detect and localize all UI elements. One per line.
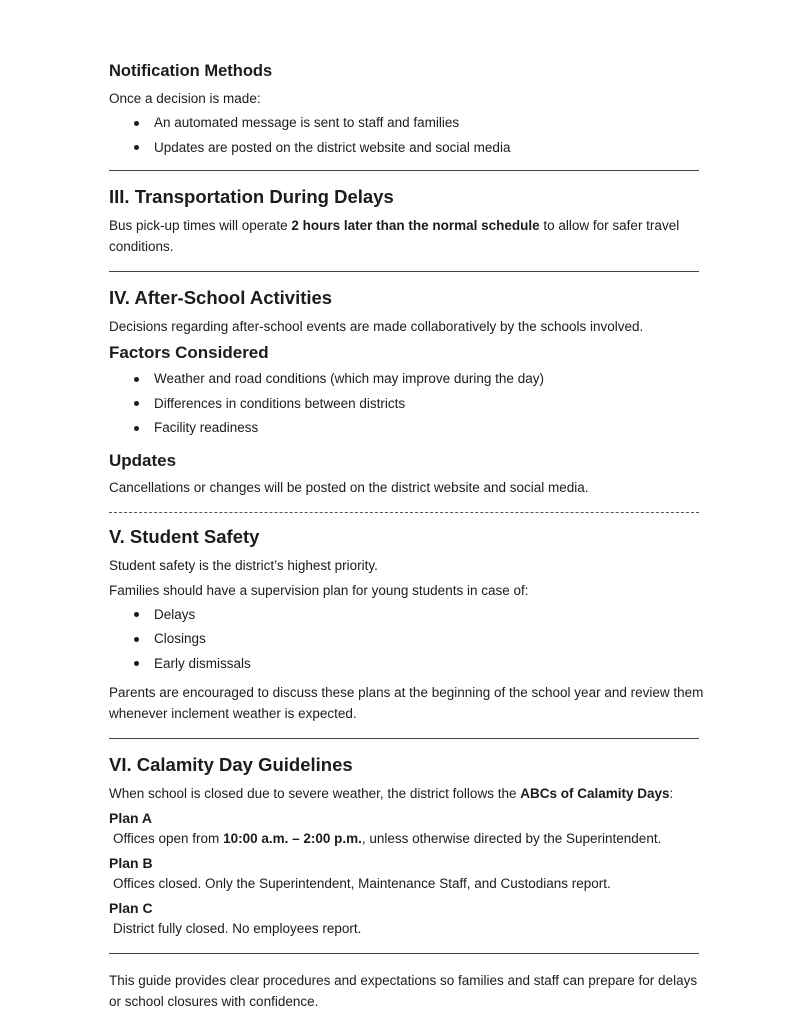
notification-list bbox=[109, 113, 704, 158]
list-item: An automated message is sent to staff and families bbox=[132, 113, 704, 133]
factors-heading: Factors Considered bbox=[109, 343, 269, 362]
plan-b-heading: Plan B bbox=[109, 855, 153, 871]
transportation-heading: III. Transportation During Delays bbox=[109, 186, 394, 207]
plan-c-heading: Plan C bbox=[109, 900, 153, 916]
notification-heading: Notification Methods bbox=[109, 62, 273, 80]
after-school-intro: Decisions regarding after-school events are made collaboratively by the schools involved. bbox=[109, 319, 644, 334]
list-item: Closings bbox=[132, 629, 704, 649]
after-school-heading: IV. After-School Activities bbox=[109, 287, 333, 308]
safety-line-2: Families should have a supervision plan for young students in case of: bbox=[109, 582, 529, 598]
list-item: Delays bbox=[132, 605, 704, 625]
office-hours: 10:00 a.m. – 2:00 p.m. bbox=[223, 831, 362, 846]
updates-heading: Updates bbox=[109, 450, 177, 470]
safety-line-1: Student safety is the district’s highest priority. bbox=[109, 557, 378, 573]
schedule-emphasis: 2 hours later than the normal schedule bbox=[291, 218, 540, 233]
safety-heading: V. Student Safety bbox=[109, 525, 260, 547]
list-item: Differences in conditions between districts bbox=[132, 394, 704, 414]
footer-text: This guide provides clear procedures and expectations so families and staff can prepare for delays or school closures with confidence. bbox=[109, 973, 698, 1009]
document-page bbox=[109, 60, 704, 1012]
transportation-text: Bus pick-up times will operate 2 hours later than the normal schedule to allow for safer travel conditions. bbox=[109, 218, 680, 254]
plan-c-text: District fully closed. No employees report. bbox=[113, 921, 362, 936]
safety-list bbox=[109, 605, 704, 674]
updates-text: Cancellations or changes will be posted on the district website and social media. bbox=[109, 479, 589, 495]
abcs-emphasis: ABCs of Calamity Days bbox=[520, 786, 670, 801]
list-item: Weather and road conditions (which may improve during the day) bbox=[132, 369, 704, 389]
plan-a-text: Offices open from 10:00 a.m. – 2:00 p.m., unless otherwise directed by the Superintendent. bbox=[113, 831, 662, 846]
list-item: Early dismissals bbox=[132, 654, 704, 674]
calamity-intro: When school is closed due to severe weather, the district follows the ABCs of Calamity Days: bbox=[109, 786, 674, 801]
calamity-heading: VI. Calamity Day Guidelines bbox=[109, 754, 353, 775]
plan-b-text: Offices closed. Only the Superintendent, Maintenance Staff, and Custodians report. bbox=[113, 876, 611, 891]
list-item: Updates are posted on the district website and social media bbox=[132, 138, 704, 158]
safety-closing: Parents are encouraged to discuss these plans at the beginning of the school year and review them whenever inclement weather is expected. bbox=[109, 685, 704, 721]
plan-a-heading: Plan A bbox=[109, 810, 153, 826]
notification-intro: Once a decision is made: bbox=[109, 91, 261, 106]
factors-list bbox=[109, 369, 704, 438]
list-item: Facility readiness bbox=[132, 418, 704, 438]
